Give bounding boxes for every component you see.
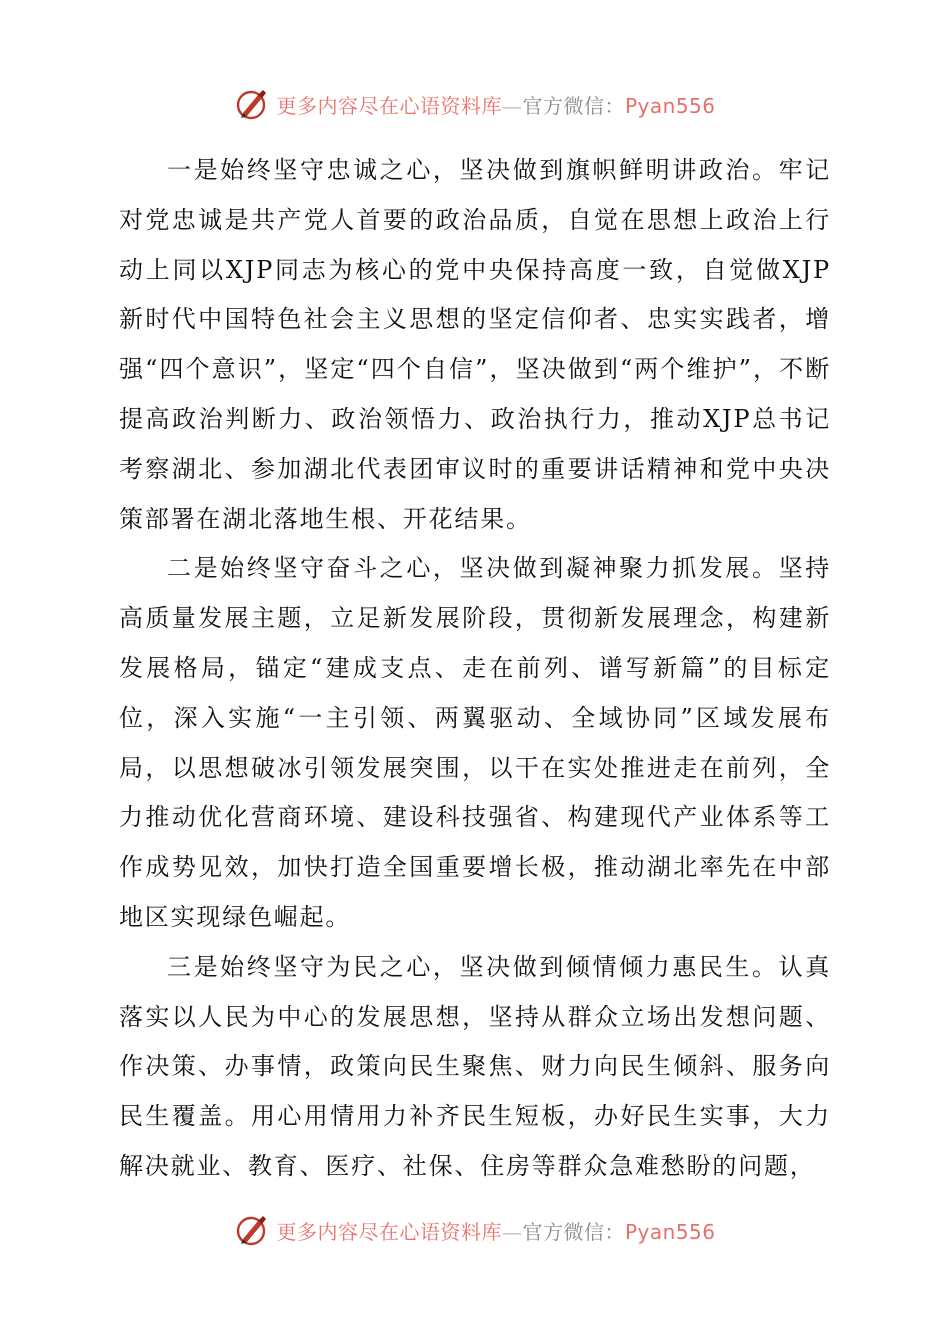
paragraph-2: 二是始终坚守奋斗之心，坚决做到凝神聚力抓发展。坚持高质量发展主题，立足新发展阶段，贯彻新发展理念，构建新发展格局，锚定“建成支点、走在前列、谱写新篇”的目标定位，深入实施“一主引领、两翼驱动、全域协同”区域发展布局，以思想破冰引领发展突围，以干在实处推进走在前列，全力推动优化营商环境、建设科技强省、构建现代产业体系等工作成势见效，加快打造全国重要增长极，推动湖北率先在中部地区实现绿色崛起。 (119, 554, 831, 931)
pen-logo-icon (234, 1212, 270, 1248)
pen-logo-icon (234, 86, 270, 122)
watermark-dash: — (501, 1219, 523, 1244)
paragraph-3: 三是始终坚守为民之心，坚决做到倾情倾力惠民生。认真落实以人民为中心的发展思想，坚持从群众立场出发想问题、作决策、办事情，政策向民生聚焦、财力向民生倾斜、服务向民生覆盖。用心用情用力补齐民生短板，办好民生实事，大力解决就业、教育、医疗、社保、住房等群众急难愁盼的问题， (119, 952, 831, 1180)
watermark-dash: — (501, 93, 523, 118)
watermark-text (276, 90, 715, 119)
watermark-banner-top (0, 84, 950, 124)
watermark-wechat-id: Pyan556 (624, 93, 716, 118)
paragraph-1: 一是始终坚守忠诚之心，坚决做到旗帜鲜明讲政治。牢记对党忠诚是共产党人首要的政治品质，自觉在思想上政治上行动上同以XJP同志为核心的党中央保持高度一致，自觉做XJP新时代中国特色社会主义思想的坚定信仰者、忠实实践者，增强“四个意识”，坚定“四个自信”，坚决做到“两个维护”，不断提高政治判断力、政治领悟力、政治执行力，推动XJP总书记考察湖北、参加湖北代表团审议时的重要讲话精神和党中央决策部署在湖北落地生根、开花结果。 (119, 156, 831, 533)
document-body (119, 146, 831, 1192)
watermark-wechat-id: Pyan556 (624, 1219, 716, 1244)
watermark-text (276, 1216, 715, 1245)
watermark-banner-bottom (0, 1210, 950, 1250)
watermark-label: 更多内容尽在心语资料库 (276, 1219, 502, 1244)
watermark-label: 更多内容尽在心语资料库 (276, 93, 502, 118)
watermark-wechat-label: 官方微信： (522, 93, 625, 118)
watermark-wechat-label: 官方微信： (522, 1219, 625, 1244)
